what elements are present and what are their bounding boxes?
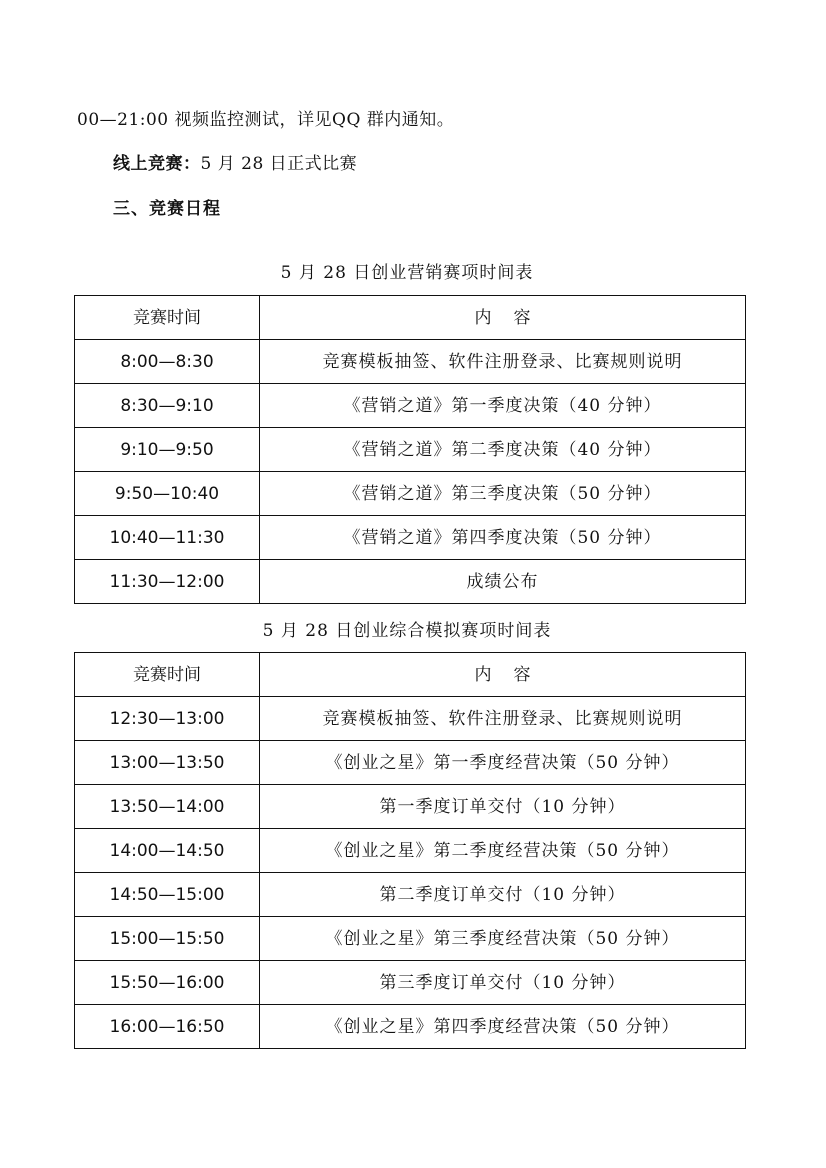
row-content: 《创业之星》第一季度经营决策（50 分钟）: [260, 741, 746, 785]
row-time: 8:30—9:10: [75, 384, 260, 428]
table-row: [75, 741, 746, 785]
row-content: 《创业之星》第三季度经营决策（50 分钟）: [260, 917, 746, 961]
table2-caption: 5 月 28 日创业综合模拟赛项时间表: [262, 621, 552, 641]
header-time: 竞赛时间: [75, 296, 260, 340]
row-content: 《创业之星》第四季度经营决策（50 分钟）: [260, 1005, 746, 1049]
online-competition-text: 5 月 28 日正式比赛: [200, 154, 358, 174]
table-row: [75, 560, 746, 604]
header-time: 竞赛时间: [75, 653, 260, 697]
row-time: 14:00—14:50: [75, 829, 260, 873]
header-content: 内容: [260, 296, 746, 340]
row-content: 《营销之道》第四季度决策（50 分钟）: [260, 516, 746, 560]
simulation-schedule-table: [74, 652, 746, 1049]
row-time: 13:00—13:50: [75, 741, 260, 785]
row-time: 12:30—13:00: [75, 697, 260, 741]
table1-caption: 5 月 28 日创业营销赛项时间表: [280, 263, 534, 283]
row-time: 13:50—14:00: [75, 785, 260, 829]
table-row: [75, 340, 746, 384]
row-time: 16:00—16:50: [75, 1005, 260, 1049]
row-content: 《营销之道》第三季度决策（50 分钟）: [260, 472, 746, 516]
row-content: 第一季度订单交付（10 分钟）: [260, 785, 746, 829]
row-time: 11:30—12:00: [75, 560, 260, 604]
row-content: 《创业之星》第二季度经营决策（50 分钟）: [260, 829, 746, 873]
table-row: [75, 516, 746, 560]
row-content: 第二季度订单交付（10 分钟）: [260, 873, 746, 917]
paragraph-video-test: 00—21:00 视频监控测试，详见QQ 群内通知。: [77, 110, 455, 130]
row-content: 《营销之道》第二季度决策（40 分钟）: [260, 428, 746, 472]
table-row: [75, 829, 746, 873]
table-row: [75, 873, 746, 917]
row-time: 8:00—8:30: [75, 340, 260, 384]
row-content: 成绩公布: [260, 560, 746, 604]
online-competition-label: 线上竞赛：: [113, 154, 201, 174]
table-row: [75, 961, 746, 1005]
table-row: [75, 785, 746, 829]
row-time: 14:50—15:00: [75, 873, 260, 917]
table-row: [75, 428, 746, 472]
row-content: 竞赛模板抽签、软件注册登录、比赛规则说明: [260, 340, 746, 384]
row-time: 9:50—10:40: [75, 472, 260, 516]
row-time: 15:50—16:00: [75, 961, 260, 1005]
table-row: [75, 1005, 746, 1049]
row-content: 《营销之道》第一季度决策（40 分钟）: [260, 384, 746, 428]
row-time: 10:40—11:30: [75, 516, 260, 560]
table-header-row: [75, 653, 746, 697]
table-row: [75, 472, 746, 516]
header-content: 内容: [260, 653, 746, 697]
row-time: 15:00—15:50: [75, 917, 260, 961]
row-content: 竞赛模板抽签、软件注册登录、比赛规则说明: [260, 697, 746, 741]
table-row: [75, 697, 746, 741]
paragraph-online-competition: [113, 152, 357, 176]
row-time: 9:10—9:50: [75, 428, 260, 472]
table-row: [75, 384, 746, 428]
table-header-row: [75, 296, 746, 340]
table-row: [75, 917, 746, 961]
row-content: 第三季度订单交付（10 分钟）: [260, 961, 746, 1005]
section-heading-schedule: 三、竞赛日程: [113, 199, 221, 219]
marketing-schedule-table: [74, 295, 746, 604]
